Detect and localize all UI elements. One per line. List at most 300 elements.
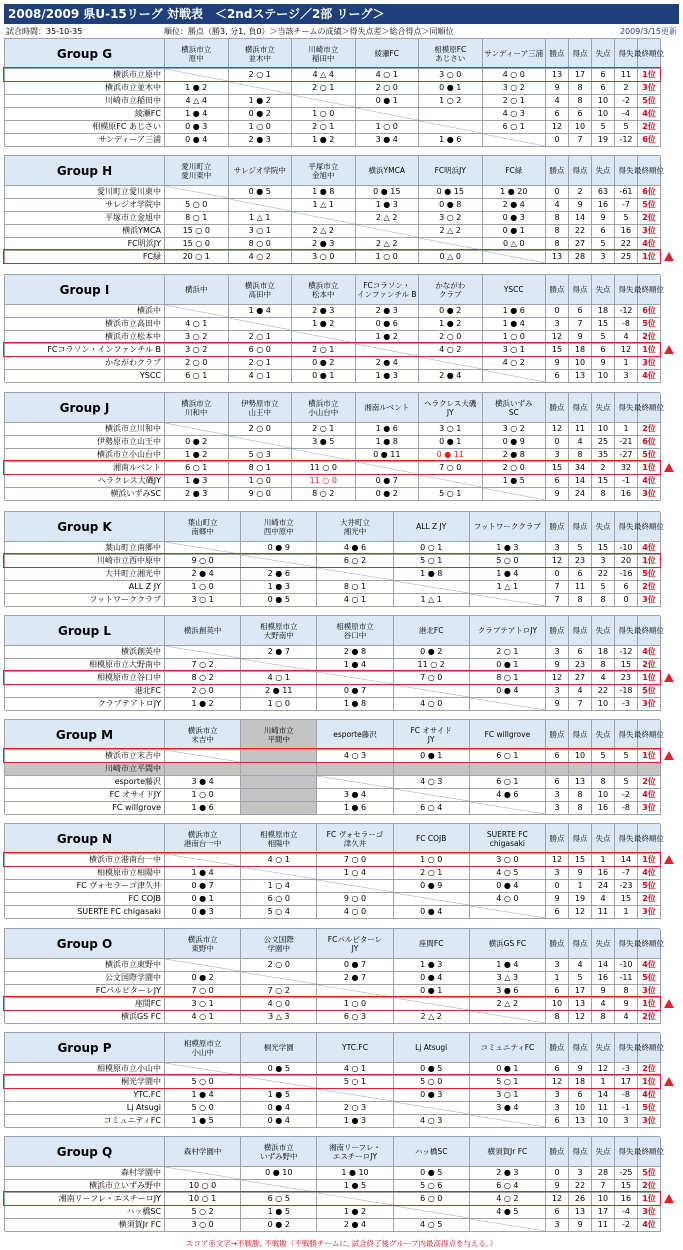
score-cell: 4 ○ 5 bbox=[470, 867, 546, 880]
stat-header-label: 得点 bbox=[572, 522, 588, 531]
column-header-team bbox=[165, 156, 229, 186]
score-cell: 3 ○ 1 bbox=[419, 423, 483, 436]
team-name: FCコラソン・インファンチル B bbox=[5, 344, 165, 357]
score-cell: 8 ○ 2 bbox=[292, 488, 356, 501]
score-cell: 1 ● 6 bbox=[483, 305, 547, 318]
score-cell: 0 ● 8 bbox=[419, 199, 483, 212]
score-cell: 2 ○ 0 bbox=[419, 331, 483, 344]
score-cell: 1 ○ 0 bbox=[356, 251, 420, 264]
stat-value: 10 bbox=[592, 423, 615, 436]
stat-value: 4 bbox=[615, 331, 638, 344]
team-name: 横浜いずみSC bbox=[5, 488, 165, 501]
score-cell: 7 ○ 0 bbox=[419, 462, 483, 475]
column-header-line: コミュニティFC bbox=[480, 1043, 535, 1052]
stat-header bbox=[546, 1033, 569, 1063]
column-header-line: 横浜市立 bbox=[244, 280, 275, 290]
score-cell: 1 ● 5 bbox=[241, 1089, 317, 1102]
stat-value: 2 bbox=[592, 462, 615, 475]
stat-value: -23 bbox=[615, 880, 638, 893]
score-cell: 0 ● 2 bbox=[394, 646, 470, 659]
stat-value: 9 bbox=[615, 998, 638, 1011]
stat-value: 12 bbox=[569, 1011, 592, 1024]
score-cell: 3 ● 4 bbox=[165, 776, 241, 789]
column-header-line: 綾瀬FC bbox=[374, 49, 400, 58]
stat-value: 4 bbox=[592, 998, 615, 1011]
score-cell: 3 ○ 2 bbox=[483, 423, 547, 436]
footnote: スコア赤文字→不戦勝, 不戦敗（不戦勝チームに, 試合終了後グループ内最高得点を与える。） bbox=[185, 1239, 498, 1248]
score-cell: 5 ○ 0 bbox=[165, 1102, 241, 1115]
score-cell: 8 ○ 1 bbox=[317, 581, 393, 594]
stat-header-label: 勝点 bbox=[549, 1043, 565, 1052]
score-cell: 7 ○ 2 bbox=[241, 985, 317, 998]
stat-value: 6 bbox=[569, 646, 592, 659]
team-name: 横浜市立高田中 bbox=[5, 318, 165, 331]
score-cell: 1 ○ 0 bbox=[229, 475, 293, 488]
column-header-team bbox=[317, 616, 393, 646]
score-cell: 3 ○ 1 bbox=[470, 1089, 546, 1102]
score-cell: 4 ● 6 bbox=[470, 789, 546, 802]
diagonal-cell bbox=[241, 763, 317, 776]
group-o bbox=[4, 928, 664, 1023]
stat-value: 17 bbox=[592, 1206, 615, 1219]
diagonal-cell bbox=[165, 1063, 241, 1076]
stat-value: 5 bbox=[592, 331, 615, 344]
score-cell: 6 ○ 1 bbox=[165, 370, 229, 383]
stat-header bbox=[569, 393, 592, 423]
column-header-team bbox=[356, 275, 420, 305]
score-cell: 2 ● 6 bbox=[241, 568, 317, 581]
column-header-team bbox=[470, 1137, 546, 1167]
score-cell: 2 ○ 0 bbox=[165, 685, 241, 698]
score-cell: 0 ● 5 bbox=[229, 186, 293, 199]
score-cell: 2 ● 3 bbox=[356, 305, 420, 318]
score-cell: 1 ● 6 bbox=[419, 134, 483, 147]
stat-header bbox=[569, 616, 592, 646]
group-name: Group L bbox=[5, 616, 165, 646]
stat-value: 12 bbox=[546, 1193, 569, 1206]
stat-value: 6 bbox=[569, 568, 592, 581]
stat-value: 14 bbox=[592, 1089, 615, 1102]
score-cell: 3 ● 4 bbox=[317, 789, 393, 802]
group-name: Group G bbox=[5, 39, 165, 69]
promotion-arrow-icon bbox=[664, 999, 674, 1008]
stat-value: 2 bbox=[569, 186, 592, 199]
score-cell: 3 ○ 2 bbox=[165, 344, 229, 357]
updated-date: 2009/3/15更新 bbox=[619, 27, 677, 36]
stat-header-label: 最終順位 bbox=[634, 939, 664, 948]
score-cell: 1 ● 8 bbox=[394, 568, 470, 581]
stat-value: 9 bbox=[546, 1180, 569, 1193]
info-row bbox=[4, 26, 679, 38]
stat-header-label: 得点 bbox=[572, 834, 588, 843]
column-header-line: サンディーア三浦 bbox=[484, 49, 544, 58]
stat-value: -16 bbox=[615, 568, 638, 581]
group-table bbox=[4, 928, 664, 1023]
stat-value: -1 bbox=[615, 475, 638, 488]
stat-value: 18 bbox=[592, 305, 615, 318]
diagonal-cell bbox=[394, 685, 470, 698]
column-header-line: 横浜市立 bbox=[187, 829, 218, 839]
column-header-team bbox=[419, 393, 483, 423]
score-cell: 2 ○ 1 bbox=[292, 121, 356, 134]
stat-value: 8 bbox=[615, 985, 638, 998]
stat-value: 24 bbox=[592, 880, 615, 893]
score-cell: 0 ● 6 bbox=[356, 318, 420, 331]
stat-value: 17 bbox=[569, 69, 592, 82]
stat-value: 16 bbox=[592, 802, 615, 815]
stat-value: -4 bbox=[615, 108, 638, 121]
score-cell: 4 ○ 1 bbox=[317, 1063, 393, 1076]
score-cell: 4 ○ 3 bbox=[394, 1115, 470, 1128]
score-cell: 7 ○ 0 bbox=[317, 854, 393, 867]
promotion-arrow-icon bbox=[664, 673, 674, 682]
team-name: 湘南リーフレ・エスチーロJY bbox=[5, 1193, 165, 1206]
column-header-line: 愛川東中 bbox=[181, 170, 212, 180]
stat-header bbox=[546, 720, 569, 750]
score-cell: 2 ○ 1 bbox=[292, 82, 356, 95]
stat-header bbox=[546, 156, 569, 186]
stat-value: 23 bbox=[569, 659, 592, 672]
final-rank: 3位 bbox=[638, 82, 661, 95]
group-table bbox=[4, 392, 664, 500]
column-header-line: 座間FC bbox=[418, 939, 444, 948]
score-cell: 6 ○ 0 bbox=[241, 893, 317, 906]
score-cell: 0 ● 1 bbox=[165, 893, 241, 906]
stat-header-label: 失点 bbox=[595, 285, 611, 294]
column-header-line: 横浜創英中 bbox=[183, 626, 222, 635]
score-cell: 0 ● 15 bbox=[419, 186, 483, 199]
stat-header bbox=[592, 512, 615, 542]
score-cell: 0 ● 4 bbox=[470, 685, 546, 698]
group-j bbox=[4, 392, 664, 500]
stat-value: 7 bbox=[569, 698, 592, 711]
diagonal-cell bbox=[165, 69, 229, 82]
diagonal-cell bbox=[229, 318, 293, 331]
stat-value: 10 bbox=[569, 121, 592, 134]
score-cell: 1 ● 5 bbox=[317, 1180, 393, 1193]
stat-value: 6 bbox=[569, 1089, 592, 1102]
stat-header bbox=[592, 39, 615, 69]
final-rank: 3位 bbox=[638, 357, 661, 370]
score-cell: 11 ○ 0 bbox=[292, 475, 356, 488]
stat-header-label: 最終順位 bbox=[634, 403, 664, 412]
team-name: 座間FC bbox=[5, 998, 165, 1011]
score-cell: 8 ○ 1 bbox=[470, 672, 546, 685]
final-rank: 5位 bbox=[638, 880, 661, 893]
stat-value: 8 bbox=[569, 82, 592, 95]
score-cell: 1 ● 8 bbox=[356, 436, 420, 449]
score-cell bbox=[394, 763, 470, 776]
stat-value: 27 bbox=[569, 672, 592, 685]
column-header-line: 葉山町立 bbox=[187, 517, 218, 527]
final-rank: 1位 bbox=[638, 1076, 661, 1089]
team-name: FC オサイドJY bbox=[5, 789, 165, 802]
stat-value: 6 bbox=[546, 985, 569, 998]
stat-value: 7 bbox=[569, 134, 592, 147]
stat-value: 19 bbox=[592, 134, 615, 147]
diagonal-cell bbox=[292, 449, 356, 462]
score-cell: 1 ○ 0 bbox=[165, 581, 241, 594]
score-cell: 1 △ 1 bbox=[470, 581, 546, 594]
stat-value: 22 bbox=[569, 225, 592, 238]
column-header-line: ヘラクレス大磯 bbox=[424, 398, 477, 408]
group-table bbox=[4, 1136, 664, 1231]
score-cell: 1 ● 2 bbox=[419, 318, 483, 331]
stat-value: 7 bbox=[546, 594, 569, 607]
stat-value: 26 bbox=[569, 1193, 592, 1206]
score-cell bbox=[241, 789, 317, 802]
column-header-team bbox=[394, 929, 470, 959]
stat-header bbox=[569, 39, 592, 69]
group-table bbox=[4, 823, 664, 918]
score-cell: 0 ● 3 bbox=[394, 1089, 470, 1102]
score-cell: 3 ○ 0 bbox=[419, 69, 483, 82]
stat-value: 6 bbox=[546, 1115, 569, 1128]
score-cell: 4 ○ 0 bbox=[470, 893, 546, 906]
stat-value: 10 bbox=[569, 750, 592, 763]
score-cell: 1 ● 4 bbox=[317, 659, 393, 672]
team-name: FC明浜JY bbox=[5, 238, 165, 251]
stat-header-label: 得失 bbox=[618, 403, 634, 412]
column-header-team bbox=[419, 275, 483, 305]
stat-value: 1 bbox=[615, 906, 638, 919]
team-name: SUERTE FC chigasaki bbox=[5, 906, 165, 919]
score-cell: 7 ○ 0 bbox=[394, 672, 470, 685]
diagonal-cell bbox=[419, 238, 483, 251]
score-cell: 1 ● 3 bbox=[356, 199, 420, 212]
score-cell: 0 ● 2 bbox=[292, 357, 356, 370]
group-table bbox=[4, 511, 664, 606]
score-cell: 0 ● 2 bbox=[229, 108, 293, 121]
diagonal-cell bbox=[394, 581, 470, 594]
stat-value: 20 bbox=[615, 555, 638, 568]
score-cell: 2 ○ 1 bbox=[229, 357, 293, 370]
stat-value: 0 bbox=[546, 568, 569, 581]
column-header-team bbox=[356, 393, 420, 423]
column-header-team bbox=[165, 393, 229, 423]
team-name: サンディーア三浦 bbox=[5, 134, 165, 147]
score-cell: 2 ● 8 bbox=[317, 646, 393, 659]
column-header-line: 大野南中 bbox=[263, 630, 294, 640]
score-cell: 5 ○ 0 bbox=[165, 1076, 241, 1089]
column-header-team bbox=[241, 720, 317, 750]
score-cell: 1 ○ 0 bbox=[165, 789, 241, 802]
score-cell: 6 ○ 1 bbox=[165, 462, 229, 475]
team-name: YSCC bbox=[5, 370, 165, 383]
stat-value: 8 bbox=[592, 659, 615, 672]
diagonal-cell bbox=[317, 568, 393, 581]
stat-header bbox=[592, 720, 615, 750]
score-cell: 1 ● 3 bbox=[356, 370, 420, 383]
stat-header bbox=[634, 1033, 664, 1063]
final-rank: 3位 bbox=[638, 985, 661, 998]
final-rank: 2位 bbox=[638, 212, 661, 225]
team-name: コミュニティFC bbox=[5, 1115, 165, 1128]
score-cell: 7 ○ 2 bbox=[165, 659, 241, 672]
score-cell: 6 ○ 1 bbox=[483, 121, 547, 134]
team-name: 横浜市立川和中 bbox=[5, 423, 165, 436]
score-cell: 0 ● 3 bbox=[165, 121, 229, 134]
diagonal-cell bbox=[470, 698, 546, 711]
stat-value: 32 bbox=[615, 462, 638, 475]
score-cell: 4 ○ 5 bbox=[394, 1219, 470, 1232]
stat-value: 4 bbox=[546, 199, 569, 212]
column-header-line: エスチーロJY bbox=[332, 1151, 378, 1161]
final-rank: 2位 bbox=[638, 1180, 661, 1193]
score-cell: 20 ○ 1 bbox=[165, 251, 229, 264]
score-cell: 1 ○ 4 bbox=[317, 867, 393, 880]
team-name: かながわクラブ bbox=[5, 357, 165, 370]
column-header-team bbox=[165, 39, 229, 69]
stat-value: 22 bbox=[615, 238, 638, 251]
group-n bbox=[4, 823, 664, 918]
score-cell: 4 ○ 3 bbox=[394, 776, 470, 789]
stat-header-label: 最終順位 bbox=[634, 730, 664, 739]
column-header-team bbox=[229, 39, 293, 69]
stat-value: 13 bbox=[569, 998, 592, 1011]
team-name: 湘南ルベント bbox=[5, 462, 165, 475]
score-cell: 6 ○ 5 bbox=[241, 1193, 317, 1206]
score-cell: 1 ○ 0 bbox=[292, 108, 356, 121]
stat-header-label: 最終順位 bbox=[634, 166, 664, 175]
column-header-team bbox=[483, 156, 547, 186]
team-name: 横須賀Jr FC bbox=[5, 1219, 165, 1232]
team-name: 川崎市立西中原中 bbox=[5, 555, 165, 568]
score-cell: 1 ● 4 bbox=[483, 318, 547, 331]
score-cell: 1 △ 1 bbox=[394, 594, 470, 607]
stat-value: 6 bbox=[546, 906, 569, 919]
column-header-line: FCコラソン・ bbox=[363, 280, 411, 290]
column-header-line: あじさい bbox=[435, 53, 466, 63]
score-cell: 0 ● 4 bbox=[394, 972, 470, 985]
column-header-team bbox=[292, 275, 356, 305]
score-cell: 4 ○ 1 bbox=[165, 1011, 241, 1024]
score-cell: 4 ○ 1 bbox=[241, 672, 317, 685]
stat-value: 15 bbox=[569, 854, 592, 867]
stat-value: 10 bbox=[569, 1102, 592, 1115]
stat-header bbox=[592, 275, 615, 305]
score-cell: 0 ● 2 bbox=[356, 488, 420, 501]
stat-value: 11 bbox=[592, 1219, 615, 1232]
column-header-line: YSCC bbox=[503, 285, 524, 294]
column-header-line: JY bbox=[446, 407, 454, 417]
score-cell: 3 ○ 1 bbox=[229, 225, 293, 238]
group-name: Group O bbox=[5, 929, 165, 959]
column-header-line: 大井町立 bbox=[339, 517, 370, 527]
diagonal-cell bbox=[419, 475, 483, 488]
final-rank: 4位 bbox=[638, 867, 661, 880]
score-cell: 3 ● 4 bbox=[356, 134, 420, 147]
stat-header bbox=[634, 720, 664, 750]
stat-value: 0 bbox=[546, 880, 569, 893]
column-header-line: 湘光中 bbox=[343, 526, 367, 536]
final-rank: 2位 bbox=[638, 893, 661, 906]
score-cell: 4 ○ 3 bbox=[317, 750, 393, 763]
group-l bbox=[4, 615, 664, 710]
score-cell: 1 ● 3 bbox=[241, 581, 317, 594]
team-name: 横浜市立東野中 bbox=[5, 959, 165, 972]
team-name: 横浜YMCA bbox=[5, 225, 165, 238]
column-header-line: 学園中 bbox=[267, 943, 291, 953]
stat-header bbox=[592, 929, 615, 959]
final-rank: 6位 bbox=[638, 134, 661, 147]
stat-header bbox=[592, 824, 615, 854]
promotion-arrow-icon bbox=[664, 751, 674, 760]
column-header-line: 横浜市立 bbox=[181, 398, 212, 408]
stat-value: 6 bbox=[546, 370, 569, 383]
score-cell: 1 ○ 0 bbox=[241, 698, 317, 711]
stat-value: 19 bbox=[569, 893, 592, 906]
score-cell: 1 ○ 0 bbox=[317, 998, 393, 1011]
stat-value: 0 bbox=[615, 594, 638, 607]
score-cell: 0 ● 1 bbox=[470, 659, 546, 672]
score-cell: 0 ● 9 bbox=[241, 542, 317, 555]
column-header-line: 山王中 bbox=[248, 407, 271, 417]
column-header-team bbox=[165, 1137, 241, 1167]
stat-value: -2 bbox=[615, 95, 638, 108]
stat-value: 13 bbox=[569, 370, 592, 383]
column-header-team bbox=[394, 720, 470, 750]
diagonal-cell bbox=[241, 867, 317, 880]
diagonal-cell bbox=[165, 305, 229, 318]
stat-value: 15 bbox=[546, 344, 569, 357]
final-rank: 4位 bbox=[638, 238, 661, 251]
score-cell: 3 ● 6 bbox=[470, 985, 546, 998]
team-name: 横浜創英中 bbox=[5, 646, 165, 659]
column-header-line: 横浜市立 bbox=[308, 398, 339, 408]
stat-value: 10 bbox=[592, 698, 615, 711]
final-rank: 1位 bbox=[638, 251, 661, 264]
score-cell: 3 ● 4 bbox=[470, 1102, 546, 1115]
score-cell: 5 ○ 2 bbox=[165, 1206, 241, 1219]
stat-value: 6 bbox=[569, 108, 592, 121]
column-header-team bbox=[394, 616, 470, 646]
group-table bbox=[4, 38, 664, 146]
diagonal-cell bbox=[470, 1115, 546, 1128]
stat-value: 6 bbox=[592, 82, 615, 95]
stat-header bbox=[569, 156, 592, 186]
stat-value: 22 bbox=[592, 685, 615, 698]
stat-header-label: 勝点 bbox=[549, 939, 565, 948]
stat-header-label: 最終順位 bbox=[634, 834, 664, 843]
stat-value: 10 bbox=[592, 108, 615, 121]
score-cell: 1 ● 2 bbox=[317, 1206, 393, 1219]
column-header-line: 横浜GS FC bbox=[488, 939, 527, 948]
column-header-line: 小山台中 bbox=[308, 407, 339, 417]
column-header-line: インファンチル B bbox=[356, 289, 417, 299]
stat-value: 11 bbox=[592, 1102, 615, 1115]
stat-value: 28 bbox=[592, 1167, 615, 1180]
diagonal-cell bbox=[470, 906, 546, 919]
column-header-line: 東野中 bbox=[191, 943, 214, 953]
stat-header-label: 勝点 bbox=[549, 730, 565, 739]
stat-value: 5 bbox=[592, 121, 615, 134]
score-cell: 3 ○ 1 bbox=[483, 344, 547, 357]
group-name: Group H bbox=[5, 156, 165, 186]
team-name: 平塚市立金旭中 bbox=[5, 212, 165, 225]
score-cell: 2 ● 4 bbox=[483, 199, 547, 212]
column-header-line: ALL Z JY bbox=[416, 522, 447, 531]
score-cell: 6 ○ 4 bbox=[394, 802, 470, 815]
stat-value: 12 bbox=[615, 344, 638, 357]
score-cell: 4 ○ 3 bbox=[483, 108, 547, 121]
column-header-team bbox=[241, 512, 317, 542]
column-header-team bbox=[394, 512, 470, 542]
column-header-line: 川崎市立 bbox=[308, 44, 339, 54]
stat-value: 6 bbox=[615, 581, 638, 594]
column-header-line: クラブ bbox=[439, 289, 462, 299]
stat-value: 23 bbox=[569, 555, 592, 568]
